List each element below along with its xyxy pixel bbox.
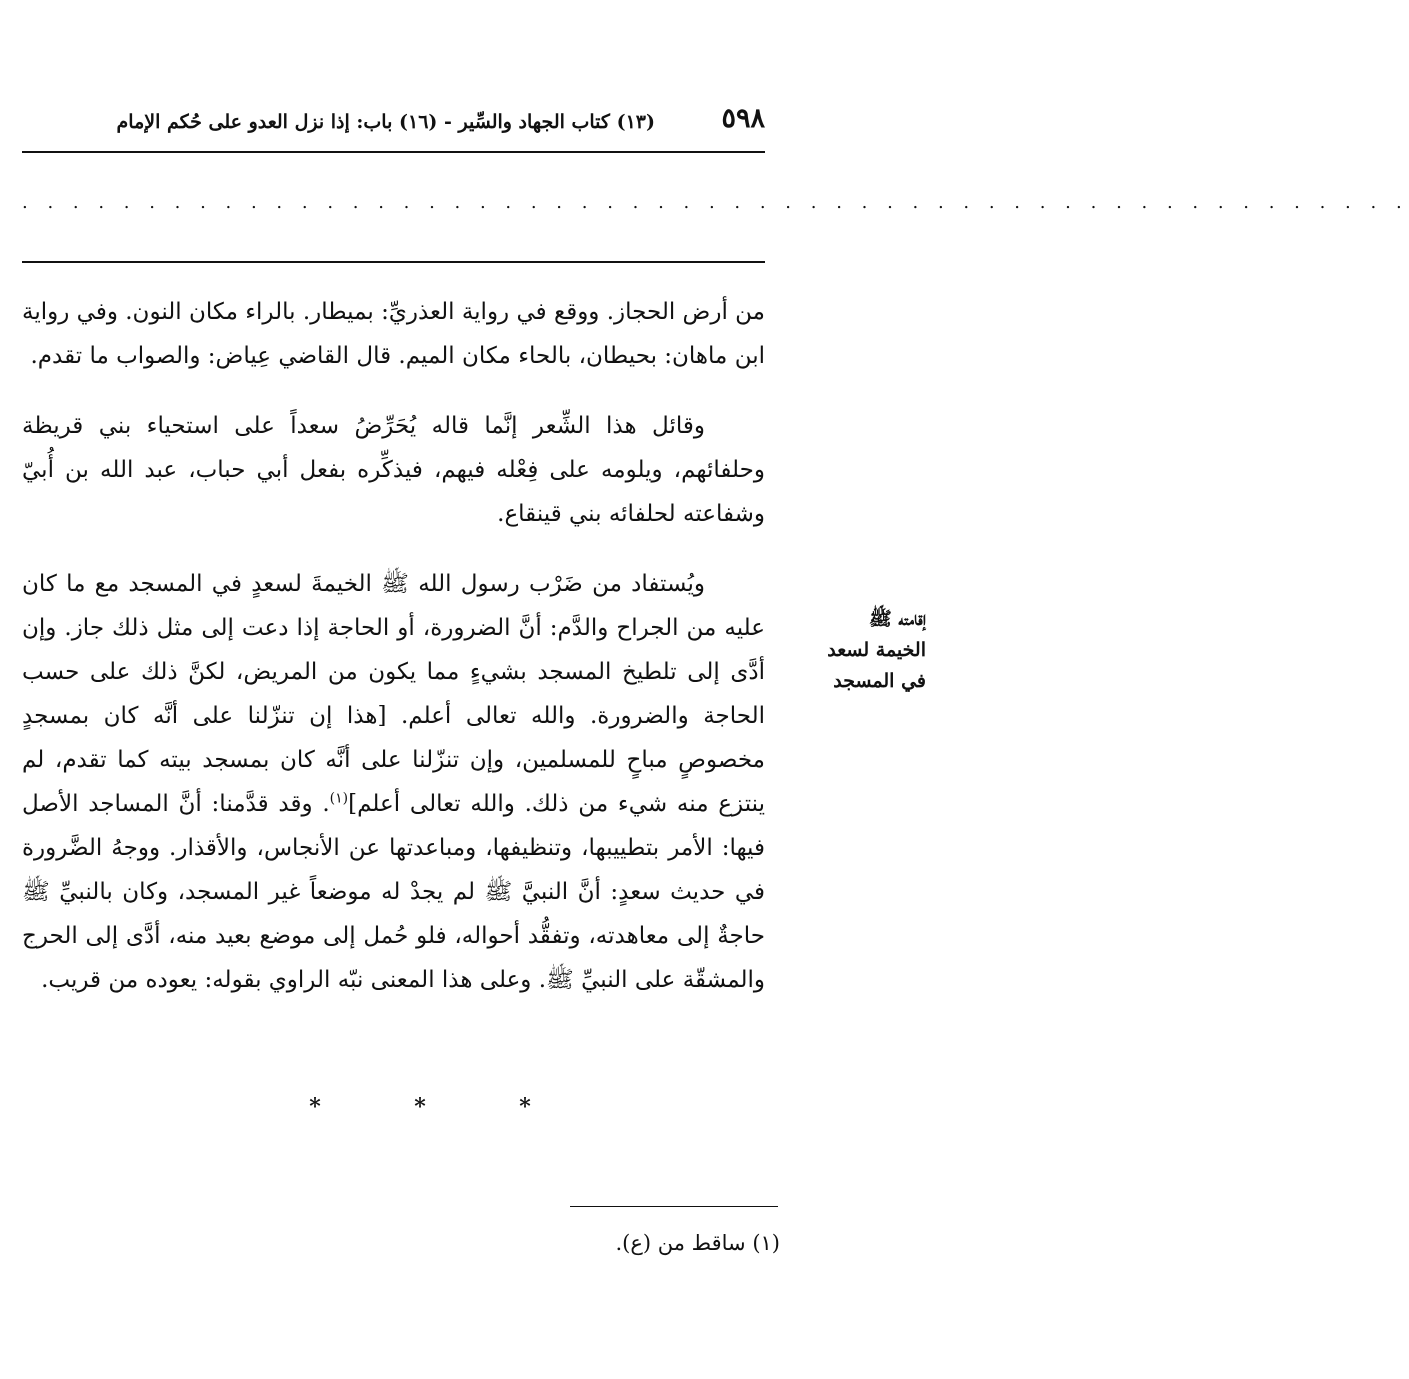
separator-asterisk: *: [519, 1094, 531, 1120]
page-number: ٥٩٨: [721, 103, 765, 134]
margin-note-line-3: في المسجد: [833, 670, 926, 692]
paragraph-3-part-1: ويُستفاد من ضَرْب رسول الله ﷺ الخيمةَ لسعدٍ في المسجد مع ما كان عليه من الجراح والدَّم: أنَّ الضرورة، أو الحاجة إذا دعت إلى مثل ذلك جاز. وإن أدَّى إلى تلطيخ المسجد بشيءٍ مما يكون من المريض، لكنَّ ذلك على حسب الحاجة والضرورة. والله تعالى أعلم. [هذا إن تنزّلنا على أنَّه كان بمسجدٍ مخصوصٍ مباحٍ للمسلمين، وإن تنزّلنا على أنَّه كان بمسجد بيته كما تقدم، لم ينتزع منه شيء من ذلك. والله تعالى أعلم]: [22, 571, 765, 817]
running-title: (١٣) كتاب الجهاد والسِّير - (١٦) باب: إذا نزل العدو على حُكم الإمام: [116, 111, 655, 133]
paragraph-2: وقائل هذا الشِّعر إنَّما قاله يُحَرِّضُ سعداً على استحياء بني قريظة وحلفائهم، ويلومه على فِعْله فيهم، فيذكِّره بفعل أبي حباب، عبد الله بن أُبيّ وشفاعته لحلفائه بني قينقاع.: [22, 413, 765, 527]
omission-dots: . . . . . . . . . . . . . . . . . . . . . . . . . . . . . . . . . . . . . . . . . . . . . . . . . . . . . . .: [22, 192, 1409, 213]
main-text: [22, 290, 765, 1002]
page-header: [22, 100, 765, 144]
text-divider-rule: [22, 261, 765, 263]
separator-asterisk: *: [309, 1094, 321, 1120]
margin-note-line-1: إقامته ﷺ: [868, 608, 926, 630]
footnote: (١) ساقط من (ع).: [615, 1231, 780, 1255]
footnote-rule: [570, 1206, 778, 1207]
separator-asterisk: *: [414, 1094, 426, 1120]
header-rule: [22, 151, 765, 153]
margin-note-line-2: الخيمة لسعد: [827, 639, 926, 661]
margin-note: [778, 604, 926, 697]
section-separator: [300, 1092, 540, 1122]
paragraph-1: من أرض الحجاز. ووقع في رواية العذريِّ: بميطار. بالراء مكان النون. وفي رواية ابن ماهان: بحيطان، بالحاء مكان الميم. قال القاضي عِياض: والصواب ما تقدم.: [22, 299, 765, 369]
paragraph-3-part-2: . وقد قدَّمنا: أنَّ المساجد الأصل فيها: الأمر بتطييبها، وتنظيفها، ومباعدتها عن الأنجاس، والأقذار. ووجهُ الضَّرورة في حديث سعدٍ: أنَّ النبيَّ ﷺ لم يجدْ له موضعاً غير المسجد، وكان بالنبيِّ ﷺ حاجةٌ إلى معاهدته، وتفقُّد أحواله، فلو حُمل إلى موضع بعيد منه، أدَّى إلى الحرج والمشقّة على النبيِّ ﷺ. وعلى هذا المعنى نبّه الراوي بقوله: يعوده من قريب.: [22, 791, 765, 993]
paragraph-3: [22, 562, 765, 1002]
footnote-reference[interactable]: (١): [329, 790, 349, 807]
